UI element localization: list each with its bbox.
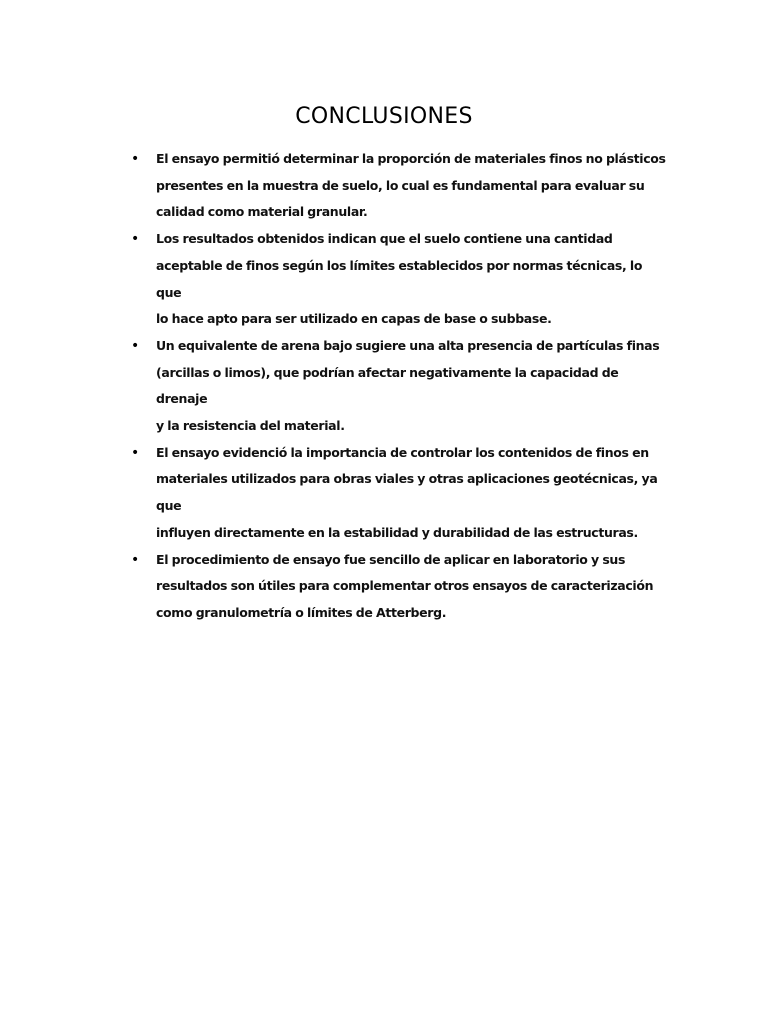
page-title: CONCLUSIONES [295, 104, 473, 129]
list-item-line: materiales utilizados para obras viales y otras aplicaciones geotécnicas, ya que [156, 471, 658, 514]
list-item-line: presentes en la muestra de suelo, lo cual es fundamental para evaluar su [156, 177, 645, 193]
conclusions-list [0, 146, 768, 627]
list-item-line: El ensayo permitió determinar la proporción de materiales finos no plásticos [156, 151, 666, 166]
list-item-line: aceptable de finos según los límites establecidos por normas técnicas, lo que [156, 257, 643, 300]
list-item-line: como granulometría o límites de Atterberg. [156, 604, 447, 620]
bullet-icon: • [131, 337, 140, 354]
list-item-line: influyen directamente en la estabilidad y durabilidad de las estructuras. [156, 524, 638, 540]
list-item-line: resultados son útiles para complementar otros ensayos de caracterización [156, 578, 654, 594]
list-item [0, 440, 668, 547]
list-item-line: (arcillas o limos), que podrían afectar negativamente la capacidad de drenaje [156, 364, 619, 407]
list-item-line: El ensayo evidenció la importancia de controlar los contenidos de finos en [156, 444, 649, 460]
list-item-line: y la resistencia del material. [156, 418, 345, 434]
list-item [0, 146, 668, 226]
bullet-icon: • [131, 231, 140, 248]
bullet-icon: • [131, 551, 140, 568]
list-item-line: lo hace apto para ser utilizado en capas de base o subbase. [156, 311, 552, 327]
list-item [0, 547, 668, 627]
list-item [0, 226, 668, 333]
bullet-icon: • [131, 444, 140, 461]
list-item-line: El procedimiento de ensayo fue sencillo de aplicar en laboratorio y sus [156, 551, 626, 567]
list-item-line: Los resultados obtenidos indican que el suelo contiene una cantidad [156, 231, 613, 247]
list-item [0, 333, 668, 440]
bullet-icon: • [131, 151, 140, 167]
list-item-line: Un equivalente de arena bajo sugiere una alta presencia de partículas finas [156, 337, 660, 353]
list-item-line: calidad como material granular. [156, 204, 368, 220]
